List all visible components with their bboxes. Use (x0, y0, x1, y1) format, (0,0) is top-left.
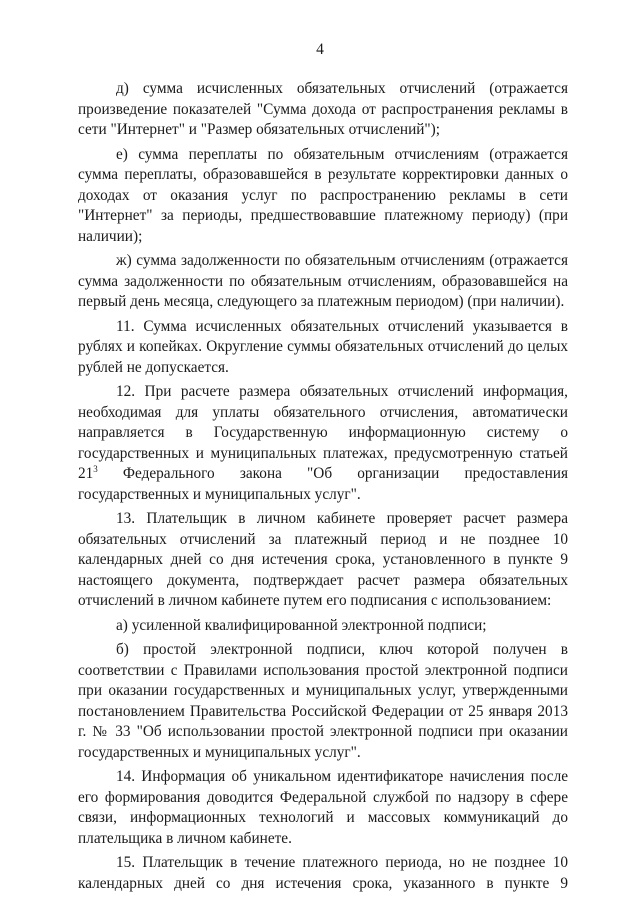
paragraph-zh-debt: ж) сумма задолженности по обязательным отчислениям (отражается сумма задолженности по обязательным отчислениям, образовавшейся на первый день месяца, следующего за платежным периодом) (при наличии). (78, 252, 568, 310)
paragraph-d-sum-calculated: д) сумма исчисленных обязательных отчислений (отражается произведение показателей "Сумма дохода от распространения рекламы в сети "Интернет" и "Размер обязательных отчислений"); (78, 80, 568, 138)
paragraph-14-identifier: 14. Информация об уникальном идентификаторе начисления после его формирования доводится Федеральной службой по надзору в сфере связи, информационных технологий и массовых коммуникаций до плательщика в личном кабинете. (78, 768, 568, 847)
paragraph-12-text-before: 12. При расчете размера обязательных отчислений информация, необходимая для уплаты обязательного отчисления, автоматически направляется в Государственную информационную систему о государственных и муниципальных платежах, предусмотренную статьей 21 (78, 383, 568, 482)
paragraph-12-payment-info (78, 382, 568, 505)
paragraph-11-rounding: 11. Сумма исчисленных обязательных отчислений указывается в рублях и копейках. Округление суммы обязательных отчислений до целых рублей не допускается. (78, 317, 568, 376)
paragraph-b-simple-signature: б) простой электронной подписи, ключ которой получен в соответствии с Правилами использования простой электронной подписи при оказании государственных и муниципальных услуг, утвержденными постановлением Правительства Российской Федерации от 25 января 2013 г. № 33 "Об использовании простой электронной подписи при оказании государственных и муниципальных услуг". (78, 641, 568, 761)
paragraph-12-superscript: 3 (93, 463, 98, 474)
document-body (78, 79, 568, 898)
paragraph-a-qualified-signature: а) усиленной квалифицированной электронной подписи; (116, 616, 487, 634)
paragraph-e-overpayment: е) сумма переплаты по обязательным отчислениям (отражается сумма переплаты, образовавшейся в результате корректировки данных о доходах от оказания услуг по распространению рекламы в сети "Интернет" за периоды, предшествовавшие платежному периоду) (при наличии); (78, 145, 568, 245)
page-number: 4 (316, 41, 324, 58)
paragraph-15-payment-period: 15. Плательщик в течение платежного периода, но не позднее 10 календарных дней со дня истечения срока, указанного в пункте 9 (78, 854, 568, 892)
paragraph-12-text-after: Федерального закона "Об организации предоставления государственных и муниципальных услуг". (78, 465, 568, 503)
paragraph-13-verification: 13. Плательщик в личном кабинете проверяет расчет размера обязательных отчислений за платежный период и не позднее 10 календарных дней со дня истечения срока, установленного в пункте 9 настоящего документа, подтверждает расчет размера обязательных отчислений в личном кабинете путем его подписания с использованием: (78, 510, 568, 609)
